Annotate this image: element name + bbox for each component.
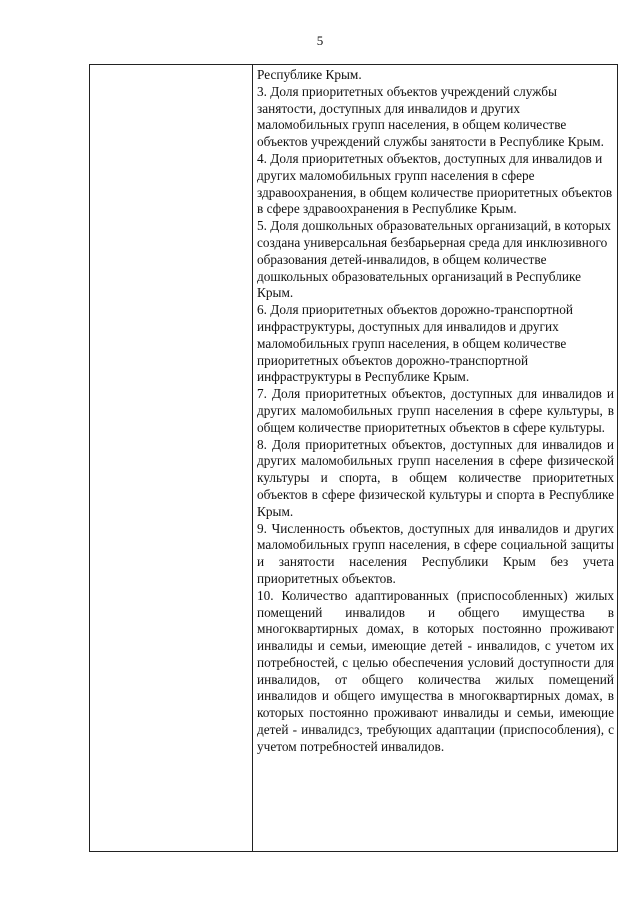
- indicator-7: 7. Доля приоритетных объектов, доступных для инвалидов и других маломобильных групп населения в сфере культуры, в общем количестве приоритетных объектов в сфере культуры.: [257, 386, 614, 435]
- indicator-5: 5. Доля дошкольных образовательных организаций, в которых создана универсальная безбарьерная среда для инклюзивного образования детей-инвалидов, в общем количестве дошкольных образовательных организаций в Республике Крым.: [257, 218, 611, 301]
- indicator-4: 4. Доля приоритетных объектов, доступных для инвалидов и других маломобильных групп населения в сфере здравоохранения, в общем количестве приоритетных объектов в сфере здравоохранения в Республике Крым.: [257, 150, 613, 217]
- indicator-8: 8. Доля приоритетных объектов, доступных для инвалидов и других маломобильных групп населения в сфере физической культуры и спорта, в общем количестве приоритетных объектов в сфере физической культуры и спорта в Республике Крым.: [257, 436, 614, 519]
- indicator-6: 6. Доля приоритетных объектов дорожно-транспортной инфраструктуры, доступных для инвалидов и других маломобильных групп населения, в общем количестве приоритетных объектов дорожно-транспортной инфраструктуры в Республике Крым.: [257, 302, 574, 385]
- indicators-table: [89, 64, 618, 852]
- table-row: [90, 65, 618, 852]
- page-number: 5: [316, 33, 324, 48]
- left-cell: [90, 65, 253, 852]
- indicator-9: 9. Численность объектов, доступных для инвалидов и других маломобильных групп населения, в сфере социальной защиты и занятости населения Республики Крым без учета приоритетных объектов.: [257, 520, 614, 586]
- indicators-cell: [253, 65, 618, 852]
- indicator-10: 10. Количество адаптированных (приспособленных) жилых помещений инвалидов и общего имущества в многоквартирных домах, в которых постоянно проживают инвалиды и семьи, имеющие детей - инвалидов, с учетом их потребностей, с целью обеспечения условий доступности для инвалидов, от общего количества жилых помещений инвалидов и общего имущества в многоквартирных домах, в которых постоянно проживают инвалиды и семьи, имеющие детей - инвалидсз, требующих адаптации (приспособления), с учетом потребностей инвалидов.: [257, 587, 614, 754]
- indicator-3: 3. Доля приоритетных объектов учреждений службы занятости, доступных для инвалидов и других маломобильных групп населения, в общем количестве объектов учреждений службы занятости в Республике Крым.: [257, 83, 604, 150]
- paragraph-continuation: Республике Крым.: [257, 67, 362, 82]
